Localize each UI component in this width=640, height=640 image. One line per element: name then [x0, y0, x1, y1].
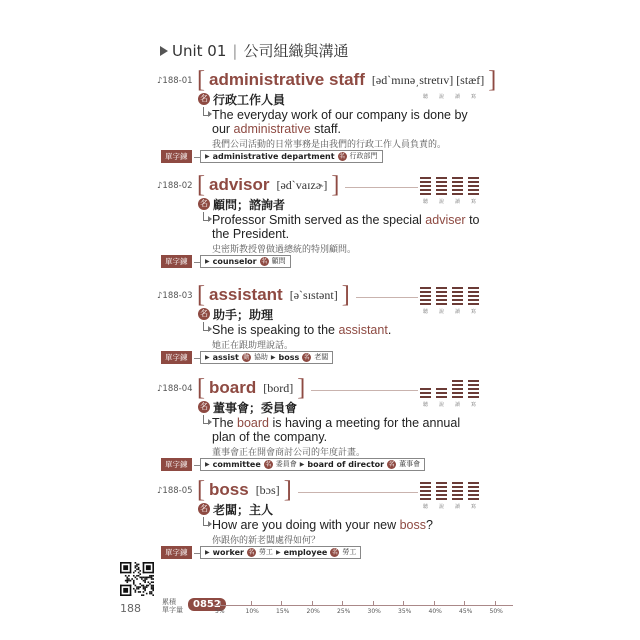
frequency-bar	[436, 295, 447, 297]
frequency-label: 讀	[454, 402, 460, 408]
frequency-bar	[452, 299, 463, 301]
chain-word: administrative department	[212, 152, 335, 161]
headword-group	[197, 478, 292, 502]
frequency-label: 聽	[422, 504, 428, 510]
frequency-bar	[452, 193, 463, 195]
frequency-bar	[468, 295, 479, 297]
example-sentence	[212, 323, 487, 337]
frequency-bars	[420, 287, 431, 305]
frequency-bar	[468, 177, 479, 179]
example-text: to the President.	[212, 213, 480, 241]
chain-arrow-icon: ▶	[205, 549, 210, 556]
frequency-label: 寫	[470, 402, 476, 408]
example-keyword: administrative	[233, 122, 311, 136]
headword: board	[209, 378, 257, 397]
frequency-bar	[436, 494, 447, 496]
example-sentence	[212, 213, 487, 241]
frequency-bars	[452, 177, 463, 195]
chinese-meaning: 顧問；諮詢者	[213, 198, 286, 212]
frequency-bars	[436, 177, 447, 195]
frequency-bar	[468, 396, 479, 398]
frequency-label: 聽	[422, 94, 428, 100]
example-translation: 你跟你的新老闆處得如何？	[212, 536, 321, 546]
unit-divider: |	[232, 42, 238, 60]
cumulative-label-line2: 單字量	[162, 606, 183, 614]
frequency-bar	[452, 177, 463, 179]
frequency-bar	[468, 193, 479, 195]
word-chain-box	[200, 255, 291, 268]
frequency-bar	[436, 189, 447, 191]
frequency-bar	[468, 181, 479, 183]
headword: assistant	[209, 285, 283, 304]
chinese-meaning: 董事會；委員會	[213, 401, 298, 415]
unit-topic: 公司組織與溝通	[243, 42, 349, 60]
example-translation: 董事會正在開會商討公司的年度計畫。	[212, 448, 366, 458]
frequency-bar	[468, 392, 479, 394]
chain-arrow-icon: ▶	[275, 549, 281, 556]
phonetic: [əd`vaɪzɚ]	[276, 177, 328, 192]
frequency-bar	[452, 181, 463, 183]
frequency-bar	[420, 498, 431, 500]
example-text: staff.	[310, 122, 342, 136]
example-text: .	[387, 323, 392, 337]
progress-tick	[434, 601, 435, 605]
example-keyword: boss	[399, 518, 427, 532]
chinese-meaning: 老闆；主人	[213, 503, 274, 517]
vocab-entry	[0, 282, 640, 385]
word-chain-tag: 單字鍊	[161, 150, 192, 163]
frequency-bars	[468, 287, 479, 305]
frequency-bar	[420, 486, 431, 488]
frequency-chart	[420, 380, 479, 408]
frequency-bar	[436, 498, 447, 500]
frequency-bar	[452, 295, 463, 297]
progress-tick-label: 5%	[215, 608, 225, 615]
progress-tick	[220, 601, 221, 605]
chain-meaning: 委員會	[275, 460, 297, 468]
frequency-bar	[468, 299, 479, 301]
frequency-chart	[420, 287, 479, 315]
frequency-bar	[452, 303, 463, 305]
frequency-bar	[420, 177, 431, 179]
frequency-bar	[420, 299, 431, 301]
frequency-bar	[420, 295, 431, 297]
frequency-column	[452, 380, 463, 408]
cumulative-label-line1: 累積	[162, 598, 176, 606]
frequency-bar	[436, 185, 447, 187]
progress-tick	[342, 601, 343, 605]
frequency-bar	[452, 384, 463, 386]
progress-tick-label: 10%	[245, 608, 259, 615]
chain-meaning: 董事會	[399, 460, 421, 468]
example-text: The	[212, 416, 238, 430]
frequency-bar	[436, 486, 447, 488]
close-bracket: ]	[297, 375, 306, 401]
frequency-bar	[452, 486, 463, 488]
frequency-column	[420, 177, 431, 205]
open-bracket: [	[197, 477, 205, 503]
audio-track-id[interactable]: ♪188-02	[157, 181, 193, 191]
example-text: She is speaking to the	[212, 323, 339, 337]
frequency-bar	[420, 291, 431, 293]
progress-tick	[312, 601, 313, 605]
frequency-bar	[452, 380, 463, 382]
frequency-bar	[420, 303, 431, 305]
open-bracket: [	[197, 282, 205, 308]
frequency-bars	[452, 482, 463, 500]
chinese-meaning: 行政工作人員	[213, 93, 286, 107]
frequency-bar	[452, 291, 463, 293]
frequency-bars	[436, 287, 447, 305]
chain-meaning: 協助	[253, 353, 268, 361]
vocab-entry	[0, 477, 640, 580]
page-number: 188	[120, 602, 141, 615]
example-sentence	[212, 108, 487, 136]
frequency-label: 寫	[470, 504, 476, 510]
entry-rule	[356, 297, 418, 298]
frequency-bar	[436, 392, 447, 394]
frequency-bars	[420, 177, 431, 195]
phonetic: [bord]	[263, 380, 294, 395]
open-bracket: [	[197, 375, 205, 401]
frequency-bar	[468, 291, 479, 293]
example-sentence	[212, 518, 487, 532]
headword-group	[197, 283, 350, 307]
chain-pos-badge: 名	[248, 549, 255, 556]
frequency-bar	[436, 287, 447, 289]
frequency-bar	[420, 482, 431, 484]
word-chain-box	[200, 458, 425, 471]
frequency-column	[420, 380, 431, 408]
frequency-bar	[468, 388, 479, 390]
part-of-speech-badge: 名	[200, 94, 208, 103]
progress-tick-label: 35%	[398, 608, 412, 615]
word-chain-box	[200, 546, 361, 559]
frequency-bar	[436, 482, 447, 484]
open-bracket: [	[197, 172, 205, 198]
chain-arrow-icon: ▶	[270, 354, 276, 361]
vocab-entry	[0, 375, 640, 478]
frequency-column	[436, 177, 447, 205]
example-translation: 我們公司活動的日常事務是由我們的行政工作人員負責的。	[212, 140, 447, 150]
chain-arrow-icon: ▶	[205, 153, 210, 160]
chain-pos-badge: 名	[261, 258, 268, 265]
frequency-bar	[420, 388, 431, 390]
frequency-bar	[420, 193, 431, 195]
part-of-speech-badge: 名	[200, 199, 208, 208]
frequency-label: 寫	[470, 309, 476, 315]
chain-word: boss	[278, 353, 300, 362]
chain-pos-badge: 動	[243, 354, 250, 361]
frequency-bar	[452, 189, 463, 191]
frequency-bar	[468, 303, 479, 305]
chain-meaning: 行政部門	[349, 152, 378, 160]
frequency-bars	[420, 380, 431, 398]
close-bracket: ]	[341, 282, 350, 308]
frequency-column	[420, 482, 431, 510]
frequency-bar	[420, 189, 431, 191]
part-of-speech-badge: 名	[200, 402, 208, 411]
vocab-entry	[0, 67, 640, 170]
progress-tick	[281, 601, 282, 605]
frequency-column	[420, 287, 431, 315]
frequency-bar	[436, 396, 447, 398]
chain-word: board of director	[307, 460, 385, 469]
frequency-bar	[420, 181, 431, 183]
frequency-label: 讀	[454, 94, 460, 100]
frequency-label: 說	[438, 94, 444, 100]
frequency-bars	[436, 380, 447, 398]
word-chain-tag: 單字鍊	[161, 351, 192, 364]
progress-tick-label: 30%	[367, 608, 381, 615]
chain-arrow-icon: ▶	[299, 461, 305, 468]
chain-pos-badge: 名	[331, 549, 338, 556]
progress-tick	[495, 601, 496, 605]
frequency-bar	[468, 287, 479, 289]
progress-tick-label: 15%	[276, 608, 290, 615]
frequency-column	[468, 287, 479, 315]
frequency-bar	[452, 498, 463, 500]
close-bracket: ]	[283, 477, 292, 503]
example-text: Professor Smith served as the special	[212, 213, 426, 227]
progress-tick-label: 50%	[489, 608, 503, 615]
close-bracket: ]	[488, 67, 497, 93]
frequency-column	[436, 380, 447, 408]
frequency-bar	[436, 291, 447, 293]
unit-number: Unit 01	[172, 42, 227, 60]
headword: advisor	[209, 175, 270, 194]
entry-rule	[298, 492, 418, 493]
cumulative-label	[162, 598, 183, 614]
chain-arrow-icon: ▶	[205, 461, 210, 468]
word-chain-box	[200, 150, 383, 163]
frequency-bar	[452, 287, 463, 289]
frequency-bar	[420, 490, 431, 492]
progress-tick-label: 45%	[459, 608, 473, 615]
chain-word: counselor	[212, 257, 257, 266]
frequency-bar	[436, 299, 447, 301]
frequency-bar	[452, 185, 463, 187]
unit-arrow-icon	[160, 46, 168, 56]
frequency-bar	[452, 490, 463, 492]
headword: administrative staff	[209, 70, 365, 89]
frequency-bars	[452, 380, 463, 398]
part-of-speech-badge: 名	[200, 504, 208, 513]
frequency-bar	[436, 388, 447, 390]
word-chain-tag: 單字鍊	[161, 458, 192, 471]
headword-group	[197, 68, 496, 92]
frequency-label: 讀	[454, 309, 460, 315]
chain-pos-badge: 名	[339, 153, 346, 160]
frequency-column	[436, 287, 447, 315]
audio-track-id[interactable]: ♪188-01	[157, 76, 193, 86]
phonetic: [ə`sɪstənt]	[289, 287, 338, 302]
progress-tick	[373, 601, 374, 605]
example-text: The everyday work of our company is done by our	[212, 108, 468, 136]
chain-word: assist	[212, 353, 239, 362]
example-translation: 史密斯教授曾做過總統的特別顧問。	[212, 245, 357, 255]
word-count-badge: 0852	[188, 598, 226, 611]
progress-scale-line	[213, 605, 513, 606]
headword-group	[197, 173, 339, 197]
chain-meaning: 勞工	[342, 548, 357, 556]
progress-tick-label: 40%	[428, 608, 442, 615]
chain-meaning: 老闆	[314, 353, 329, 361]
chain-pos-badge: 名	[303, 354, 310, 361]
headword-group	[197, 376, 305, 400]
frequency-label: 聽	[422, 199, 428, 205]
frequency-column	[436, 482, 447, 510]
frequency-bars	[420, 482, 431, 500]
frequency-bar	[436, 177, 447, 179]
frequency-bar	[468, 189, 479, 191]
frequency-bar	[420, 287, 431, 289]
frequency-bar	[468, 482, 479, 484]
part-of-speech-badge: 名	[200, 309, 208, 318]
example-keyword: board	[237, 416, 269, 430]
chain-arrow-icon: ▶	[205, 354, 210, 361]
frequency-bar	[420, 392, 431, 394]
chain-word: committee	[212, 460, 261, 469]
phonetic: [bɔs]	[255, 482, 280, 497]
progress-tick-label: 25%	[337, 608, 351, 615]
frequency-bar	[468, 384, 479, 386]
unit-heading	[172, 40, 348, 61]
frequency-chart	[420, 482, 479, 510]
frequency-column	[452, 287, 463, 315]
frequency-bar	[468, 490, 479, 492]
phonetic: [əd`mɪnə͵stretɪv] [stæf]	[371, 72, 485, 87]
headword: boss	[209, 480, 249, 499]
frequency-label: 說	[438, 504, 444, 510]
frequency-label: 讀	[454, 199, 460, 205]
entry-rule	[311, 390, 418, 391]
frequency-bar	[468, 380, 479, 382]
chain-meaning: 勞工	[258, 548, 273, 556]
word-chain-tag: 單字鍊	[161, 255, 192, 268]
word-chain-tag: 單字鍊	[161, 546, 192, 559]
qr-code-icon[interactable]	[120, 562, 154, 596]
frequency-label: 寫	[470, 199, 476, 205]
frequency-bar	[420, 396, 431, 398]
frequency-bar	[436, 193, 447, 195]
open-bracket: [	[197, 67, 205, 93]
frequency-bars	[468, 177, 479, 195]
vocab-entry	[0, 172, 640, 275]
frequency-bar	[436, 303, 447, 305]
frequency-bar	[436, 181, 447, 183]
frequency-label: 說	[438, 309, 444, 315]
progress-tick	[251, 601, 252, 605]
frequency-bars	[468, 482, 479, 500]
frequency-column	[452, 177, 463, 205]
example-text: ?	[426, 518, 433, 532]
frequency-label: 說	[438, 199, 444, 205]
frequency-bar	[452, 396, 463, 398]
frequency-bar	[468, 494, 479, 496]
chain-arrow-icon: ▶	[205, 258, 210, 265]
frequency-bar	[468, 185, 479, 187]
frequency-bar	[452, 392, 463, 394]
audio-track-id[interactable]: ♪188-05	[157, 486, 193, 496]
frequency-bar	[420, 494, 431, 496]
frequency-label: 聽	[422, 402, 428, 408]
frequency-bars	[468, 380, 479, 398]
frequency-bar	[468, 486, 479, 488]
word-chain-box	[200, 351, 333, 364]
frequency-bar	[436, 490, 447, 492]
frequency-label: 讀	[454, 504, 460, 510]
frequency-bar	[452, 482, 463, 484]
frequency-column	[468, 380, 479, 408]
frequency-chart	[420, 177, 479, 205]
frequency-column	[468, 482, 479, 510]
example-translation: 她正在跟助理說話。	[212, 341, 294, 351]
example-keyword: assistant	[338, 323, 388, 337]
frequency-bars	[452, 287, 463, 305]
frequency-bar	[452, 494, 463, 496]
close-bracket: ]	[331, 172, 340, 198]
frequency-label: 聽	[422, 309, 428, 315]
chain-word: employee	[283, 548, 328, 557]
example-text: How are you doing with your new	[212, 518, 400, 532]
progress-tick-label: 20%	[306, 608, 320, 615]
chain-meaning: 顧問	[271, 257, 286, 265]
chain-pos-badge: 名	[265, 461, 272, 468]
example-keyword: adviser	[425, 213, 466, 227]
audio-track-id[interactable]: ♪188-04	[157, 384, 193, 394]
frequency-bar	[452, 388, 463, 390]
example-sentence	[212, 416, 487, 444]
frequency-bars	[436, 482, 447, 500]
frequency-column	[468, 177, 479, 205]
audio-track-id[interactable]: ♪188-03	[157, 291, 193, 301]
frequency-column	[452, 482, 463, 510]
progress-tick	[464, 601, 465, 605]
entry-rule	[345, 187, 418, 188]
progress-tick	[403, 601, 404, 605]
frequency-label: 說	[438, 402, 444, 408]
frequency-bar	[468, 498, 479, 500]
example-text: is having a meeting for the annual plan of the company.	[212, 416, 461, 444]
chain-pos-badge: 名	[388, 461, 395, 468]
chain-word: worker	[212, 548, 244, 557]
chinese-meaning: 助手；助理	[213, 308, 274, 322]
frequency-label: 寫	[470, 94, 476, 100]
frequency-bar	[420, 185, 431, 187]
